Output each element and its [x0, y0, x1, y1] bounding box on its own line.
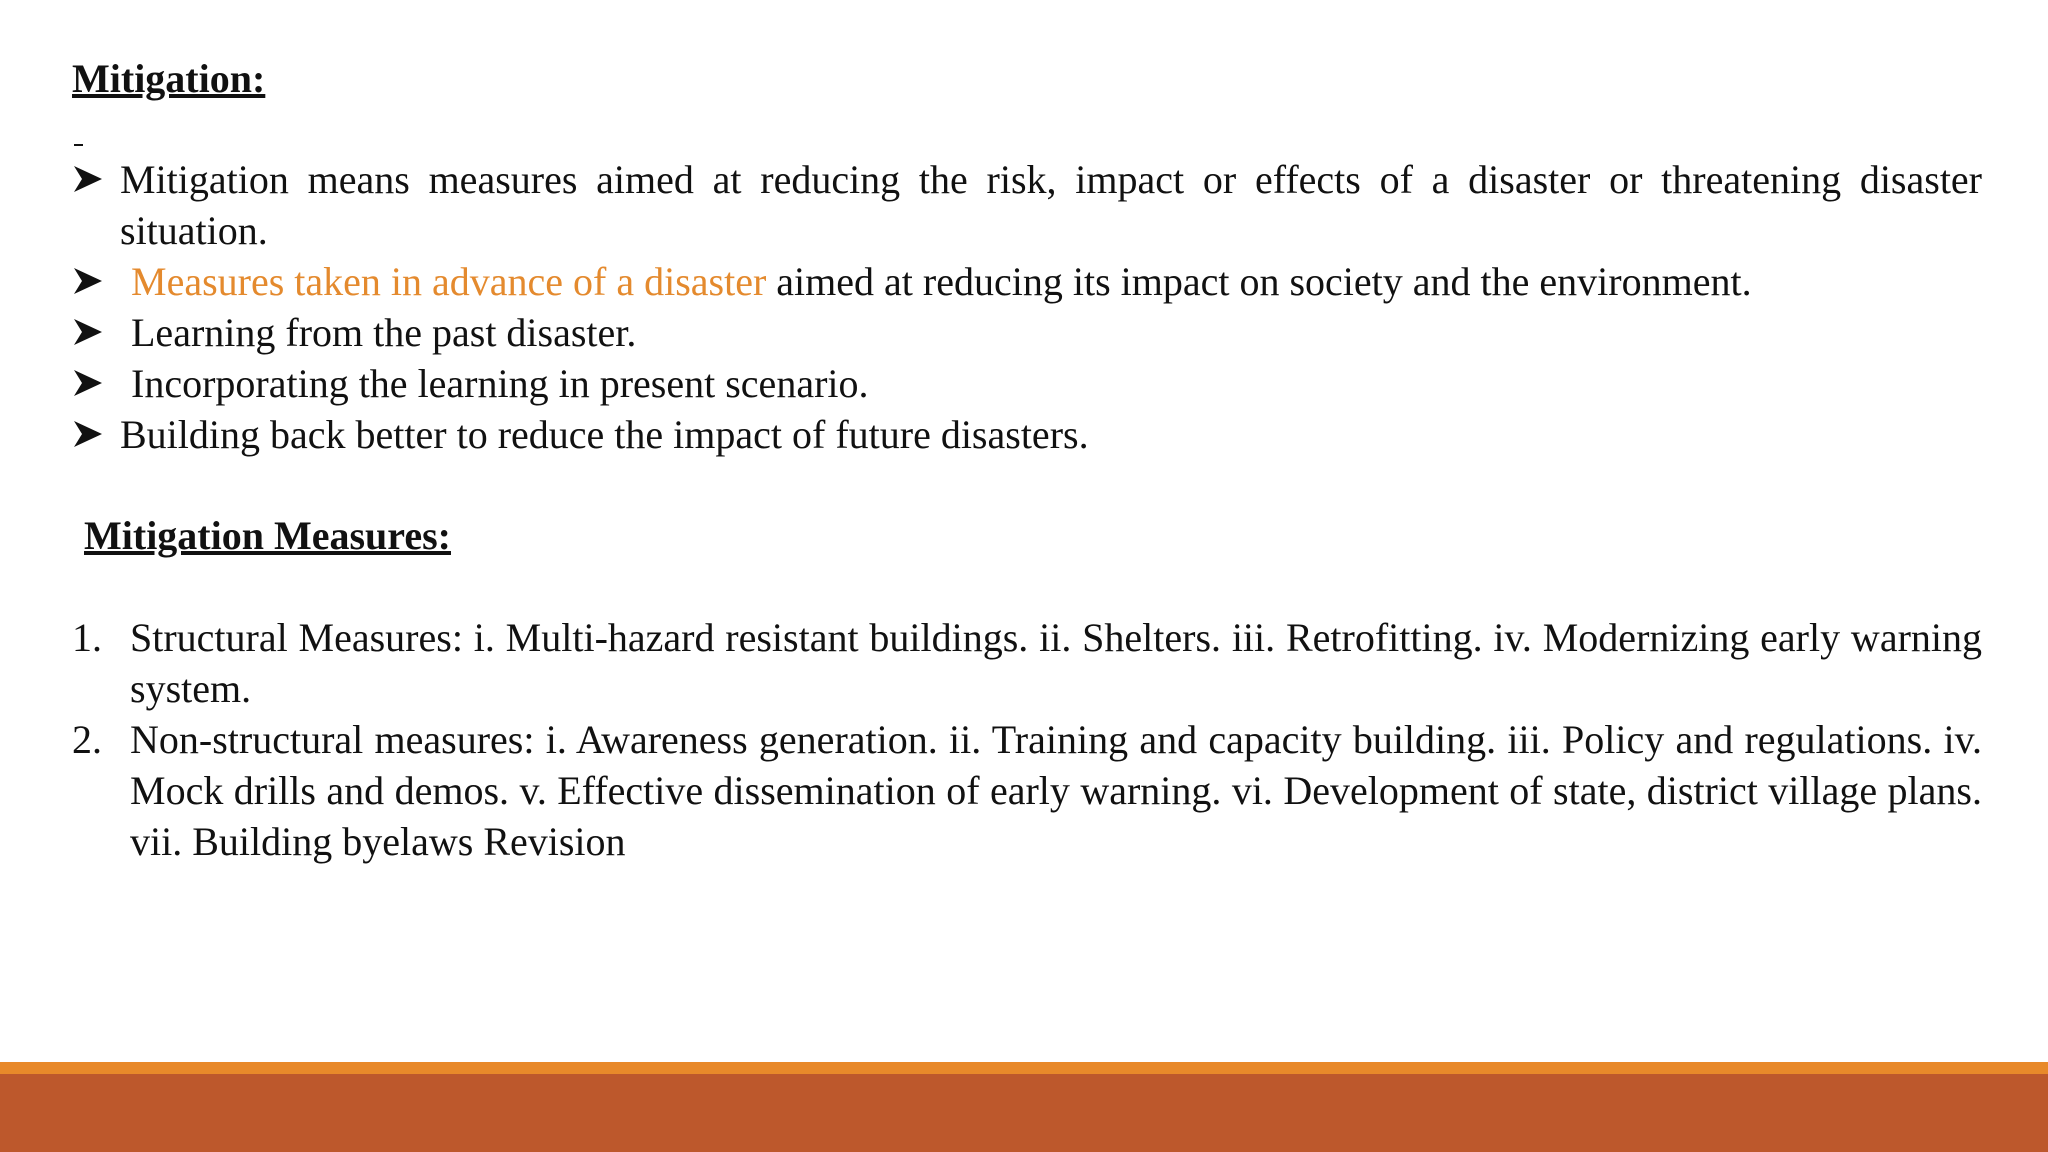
section-gap — [72, 561, 1982, 612]
footer-accent-stripe — [0, 1062, 2048, 1074]
item-text: Structural Measures: i. Multi-hazard resistant buildings. ii. Shelters. iii. Retrofitting. iv. Modernizing early warning system. — [130, 615, 1982, 711]
arrowhead-bullet-icon — [74, 421, 102, 447]
section-gap — [72, 460, 1982, 511]
stray-underline-mark — [72, 104, 1982, 154]
arrowhead-bullet-icon — [74, 268, 102, 294]
numbered-item — [72, 714, 1982, 867]
bullet-text: Mitigation means measures aimed at reducing the risk, impact or effects of a disaster or threatening disaster situation. — [120, 157, 1982, 253]
footer-band — [0, 1074, 2048, 1152]
mitigation-heading: Mitigation: — [72, 56, 266, 101]
item-number: 2. — [72, 717, 102, 762]
bullet-text: aimed at reducing its impact on society and the environment. — [766, 259, 1752, 304]
measures-numbered-list — [72, 612, 1982, 867]
bullet-item — [72, 409, 1982, 460]
item-number: 1. — [72, 615, 102, 660]
bullet-item — [72, 358, 1982, 409]
mitigation-measures-heading: Mitigation Measures: — [84, 513, 451, 558]
bullet-item — [72, 307, 1982, 358]
slide-content — [72, 54, 1982, 867]
item-text: Non-structural measures: i. Awareness generation. ii. Training and capacity building. iii. Policy and regulations. iv. Mock drills and demos. v. Effective dissemination of early warning. vi. Development of state, district village plans. vii. Building byelaws Revision — [130, 717, 1982, 864]
bullet-item — [72, 154, 1982, 256]
bullet-item — [72, 256, 1982, 307]
bullet-text: Incorporating the learning in present scenario. — [131, 361, 869, 406]
arrowhead-bullet-icon — [74, 370, 102, 396]
bullet-text: Learning from the past disaster. — [131, 310, 637, 355]
arrowhead-bullet-icon — [74, 166, 102, 192]
numbered-item — [72, 612, 1982, 714]
bullet-text: Building back better to reduce the impact of future disasters. — [120, 412, 1089, 457]
highlighted-phrase: Measures taken in advance of a disaster — [131, 259, 767, 304]
mitigation-bullet-list — [72, 154, 1982, 460]
arrowhead-bullet-icon — [74, 319, 102, 345]
